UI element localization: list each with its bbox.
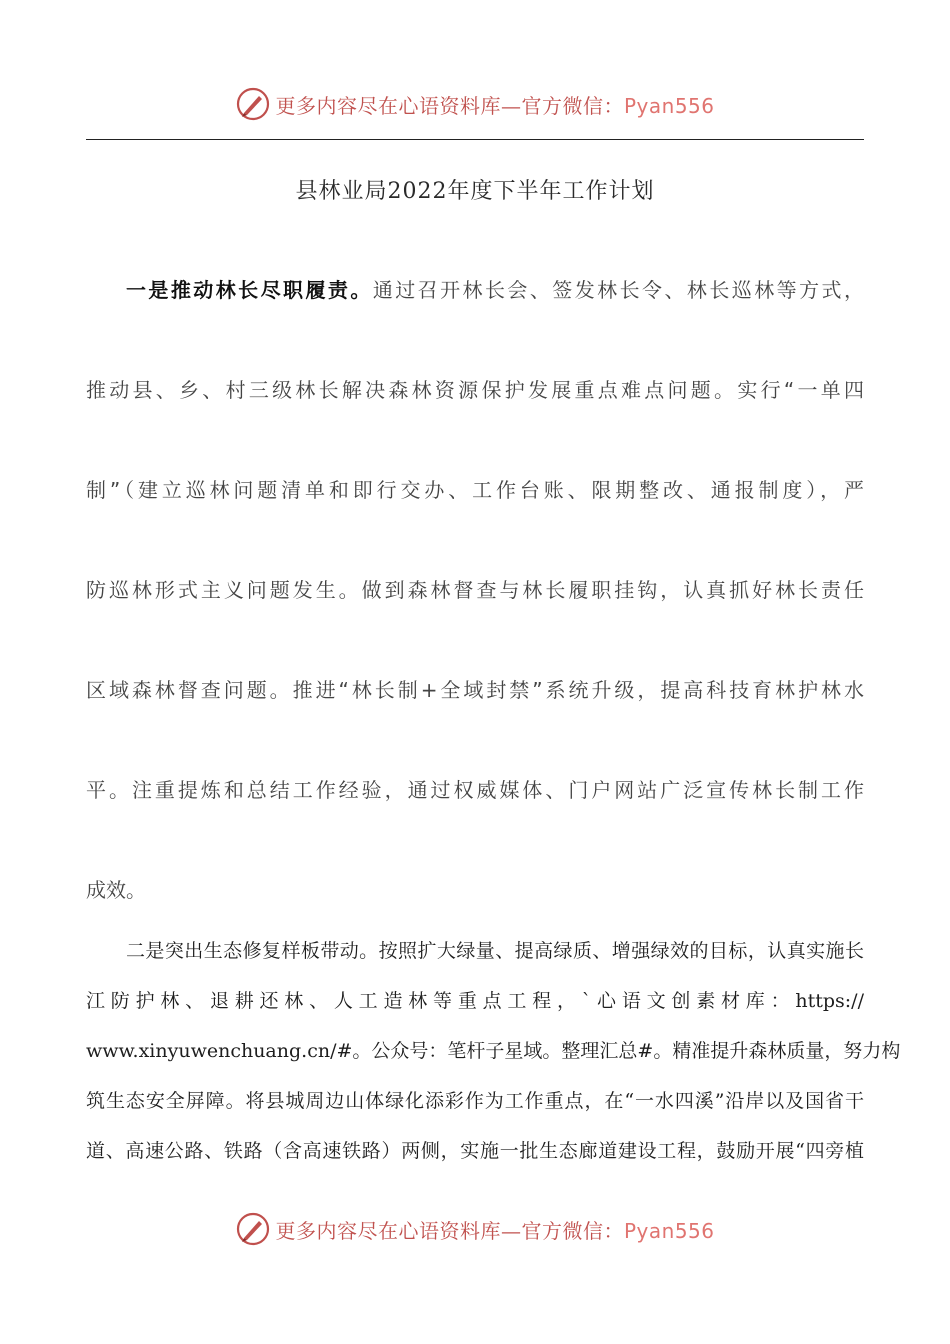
header-banner	[0, 84, 950, 124]
pen-logo-icon	[235, 86, 271, 122]
section-1-line-4: 防巡林形式主义问题发生。做到森林督查与林长履职挂钩，认真抓好林长责任	[86, 578, 864, 602]
section-2-line-3: www.xinyuwenchuang.cn/#。公众号：笔杆子星域。整理汇总#。精准提升森林质量，努力构	[86, 1040, 901, 1062]
header-wechat-id: Pyan556	[623, 93, 715, 118]
section-1-line-5: 区域森林督查问题。推进“林长制+全域封禁”系统升级，提高科技育林护林水	[86, 678, 864, 702]
pen-logo-icon	[235, 1211, 271, 1247]
section-1-line-3: 制”（建立巡林问题清单和即行交办、工作台账、限期整改、通报制度），严	[86, 478, 864, 502]
document-title: 县林业局2022年度下半年工作计划	[295, 179, 655, 204]
footer-banner	[0, 1209, 950, 1249]
section-2-line-2: 江防护林、退耕还林、人工造林等重点工程，`心语文创素材库：https://	[86, 990, 864, 1012]
footer-wechat-id: Pyan556	[623, 1218, 715, 1243]
section-2-line-1: 二是突出生态修复样板带动。按照扩大绿量、提高绿质、增强绿效的目标，认真实施长	[126, 940, 864, 962]
footer-banner-text: 更多内容尽在心语资料库—官方微信：	[275, 1218, 624, 1243]
section-1-line-2: 推动县、乡、村三级林长解决森林资源保护发展重点难点问题。实行“一单四	[86, 378, 864, 402]
section-1-line-6: 平。注重提炼和总结工作经验，通过权威媒体、门户网站广泛宣传林长制工作	[86, 778, 864, 802]
header-banner-text: 更多内容尽在心语资料库—官方微信：	[275, 93, 624, 118]
header-divider	[86, 139, 864, 140]
section-1-line-7: 成效。	[86, 878, 146, 902]
section-1-line-1: 一是推动林长尽职履责。通过召开林长会、签发林长令、林长巡林等方式，	[126, 278, 864, 302]
section-2-line-4: 筑生态安全屏障。将县城周边山体绿化添彩作为工作重点，在“一水四溪”沿岸以及国省干	[86, 1090, 864, 1112]
section-2-line-5: 道、高速公路、铁路（含高速铁路）两侧，实施一批生态廊道建设工程，鼓励开展“四旁植	[86, 1140, 864, 1162]
section-1-heading: 一是推动林长尽职履责。	[126, 278, 373, 302]
